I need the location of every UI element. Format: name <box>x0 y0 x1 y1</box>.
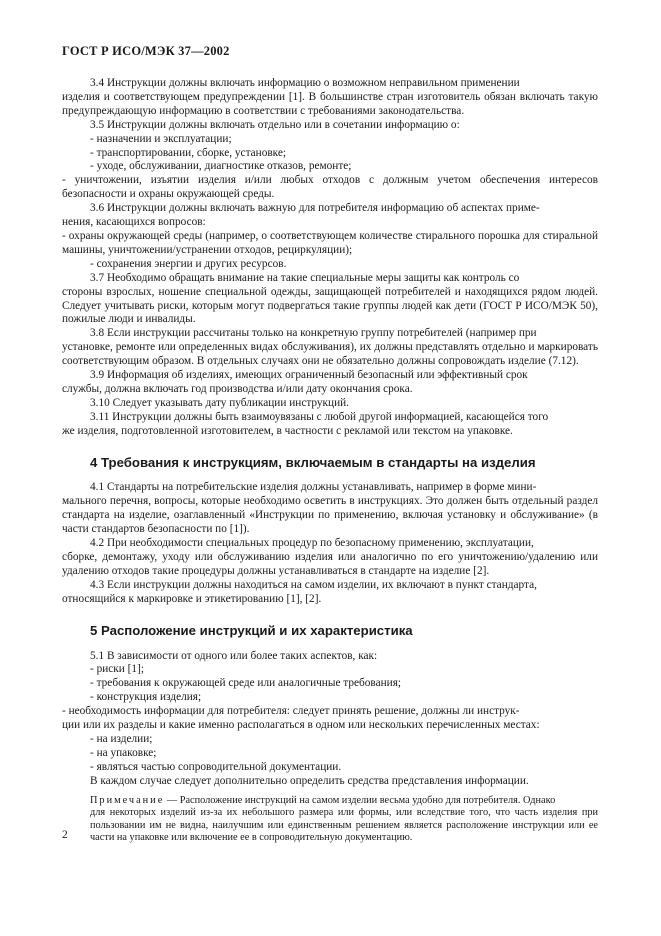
paragraph-3-11: 3.11 Инструкции должны быть взаимоувязаны с любой другой информацией, касающейся того <box>90 410 549 423</box>
section-4-heading: 4 Требования к инструкциям, включаемым в стандарты на изделия <box>90 454 536 470</box>
list-item: - на упаковке; <box>90 746 157 759</box>
paragraph-3-10: 3.10 Следует указывать дату публикации инструкций. <box>90 396 350 409</box>
list-item: - назначении и эксплуатации; <box>90 132 232 145</box>
paragraph-3-11-cont: же изделия, подготовленной изготовителем, в частности с рекламой или текстом на упаковке. <box>62 424 513 437</box>
note-paragraph <box>90 795 598 808</box>
paragraph-3-6-cont: нения, касающихся вопросов: <box>62 216 206 229</box>
paragraph-4-1-cont: мального перечня, вопросы, которые необходимо осветить в инструкциях. Это должен быть отдельный раздел стандарта на изделие, озаглавленный «Инструкции по применению, включая установку и обслуживание» (в части стандартов безопасности по [1]). <box>62 495 598 536</box>
paragraph-4-1: 4.1 Стандарты на потребительские изделия должны устанавливать, например в форме мини- <box>90 481 537 494</box>
paragraph-3-6: 3.6 Инструкции должны включать важную для потребителя информацию об аспектах приме- <box>90 202 540 215</box>
list-item: - являться частью сопроводительной документации. <box>90 760 342 773</box>
section-5-heading: 5 Расположение инструкций и их характеристика <box>90 622 413 638</box>
note-paragraph-cont: для некоторых изделий из-за их небольшого размера или формы, или вследствие того, что часть изделия при пользовании им не видна, наилучшим или единственным решением является расположение инструкции или ее части на упаковке или включение ее в сопроводительную документацию. <box>90 807 598 844</box>
paragraph-each-case: В каждом случае следует дополнительно определить средства представления информации. <box>90 774 529 787</box>
list-item: - уходе, обслуживании, диагностике отказов, ремонте; <box>90 160 352 173</box>
paragraph-5-1: 5.1 В зависимости от одного или более таких аспектов, как: <box>90 649 378 662</box>
paragraph-3-7: 3.7 Необходимо обращать внимание на такие специальные меры защиты как контроль со <box>90 271 520 284</box>
paragraph-3-5: 3.5 Инструкции должны включать отдельно или в сочетании информацию о: <box>90 118 460 131</box>
note-label: Примечание <box>90 794 165 806</box>
paragraph-3-9: 3.9 Информация об изделиях, имеющих ограниченный безопасный или эффективный срок <box>90 369 528 382</box>
paragraph-3-7-cont: стороны взрослых, ношение специальной одежды, защищающей потребителей и находящихся рядом людей. Следует учитывать риски, которым могут подвергаться такие группы людей как дети (ГОСТ Р ИСО/МЭК 50), пожилые люди и инвалиды. <box>62 285 598 326</box>
document-body <box>62 77 598 845</box>
list-item: - уничтожении, изъятии изделия и/или любых отходов с должным учетом обеспечения интересов безопасности и охраны окружающей среды. <box>62 174 598 201</box>
paragraph-3-8: 3.8 Если инструкции рассчитаны только на конкретную группу потребителей (например при <box>90 327 537 340</box>
list-item: - конструкция изделия; <box>90 691 202 704</box>
list-item: - на изделии; <box>90 732 153 745</box>
paragraph-4-2: 4.2 При необходимости специальных процедур по безопасному применению, эксплуатации, <box>90 537 534 550</box>
note-text: — Расположение инструкций на самом изделии весьма удобно для потребителя. Однако <box>164 794 556 806</box>
paragraph-3-4-cont: изделия и соответствующем предупреждении [1]. В большинстве стран изготовитель обязан включать такую предупреждающую информацию в соответствии с требованиями законодательства. <box>62 90 598 117</box>
paragraph-4-3: 4.3 Если инструкции должны находиться на самом изделии, их включают в пункт стандарта, <box>90 578 537 591</box>
page-number: 2 <box>62 829 68 841</box>
list-item-cont: ции или их разделы и какие именно располагаться в одном или нескольких перечисленных местах: <box>62 719 540 732</box>
paragraph-4-3-cont: относящийся к маркировке и этикетированию [1], [2]. <box>62 592 322 605</box>
paragraph-3-8-cont: установке, ремонте или определенных видах обслуживания), их должны представлять отдельно и маркировать соответствующим образом. В отдельных случаях они не обязательно должны сопровождать изделие (7.12). <box>62 341 598 368</box>
list-item: - риски [1]; <box>90 663 144 676</box>
paragraph-3-4: 3.4 Инструкции должны включать информацию о возможном неправильном применении <box>90 77 520 89</box>
list-item: - транспортировании, сборке, установке; <box>90 146 287 159</box>
paragraph-3-9-cont: службы, должна включать год производства и/или дату окончания срока. <box>62 382 413 395</box>
list-item: - охраны окружающей среды (например, о соответствующем количестве стирального порошка для стиральной машины, уничтожении/устранении отходов, рециркуляции); <box>62 229 598 256</box>
list-item: - сохранения энергии и других ресурсов. <box>90 257 287 270</box>
list-item: - необходимость информации для потребителя: следует принять решение, должны ли инструк- <box>62 705 520 718</box>
paragraph-4-2-cont: сборке, демонтажу, уходу или обслуживанию изделия или аналогично по его уничтожению/удалению или удалению отходов такие процедуры должны устанавливаться в стандарте на изделие [2]. <box>62 551 598 577</box>
list-item: - требования к окружающей среде или аналогичные требования; <box>90 677 402 690</box>
document-header: ГОСТ Р ИСО/МЭК 37—2002 <box>62 44 230 58</box>
